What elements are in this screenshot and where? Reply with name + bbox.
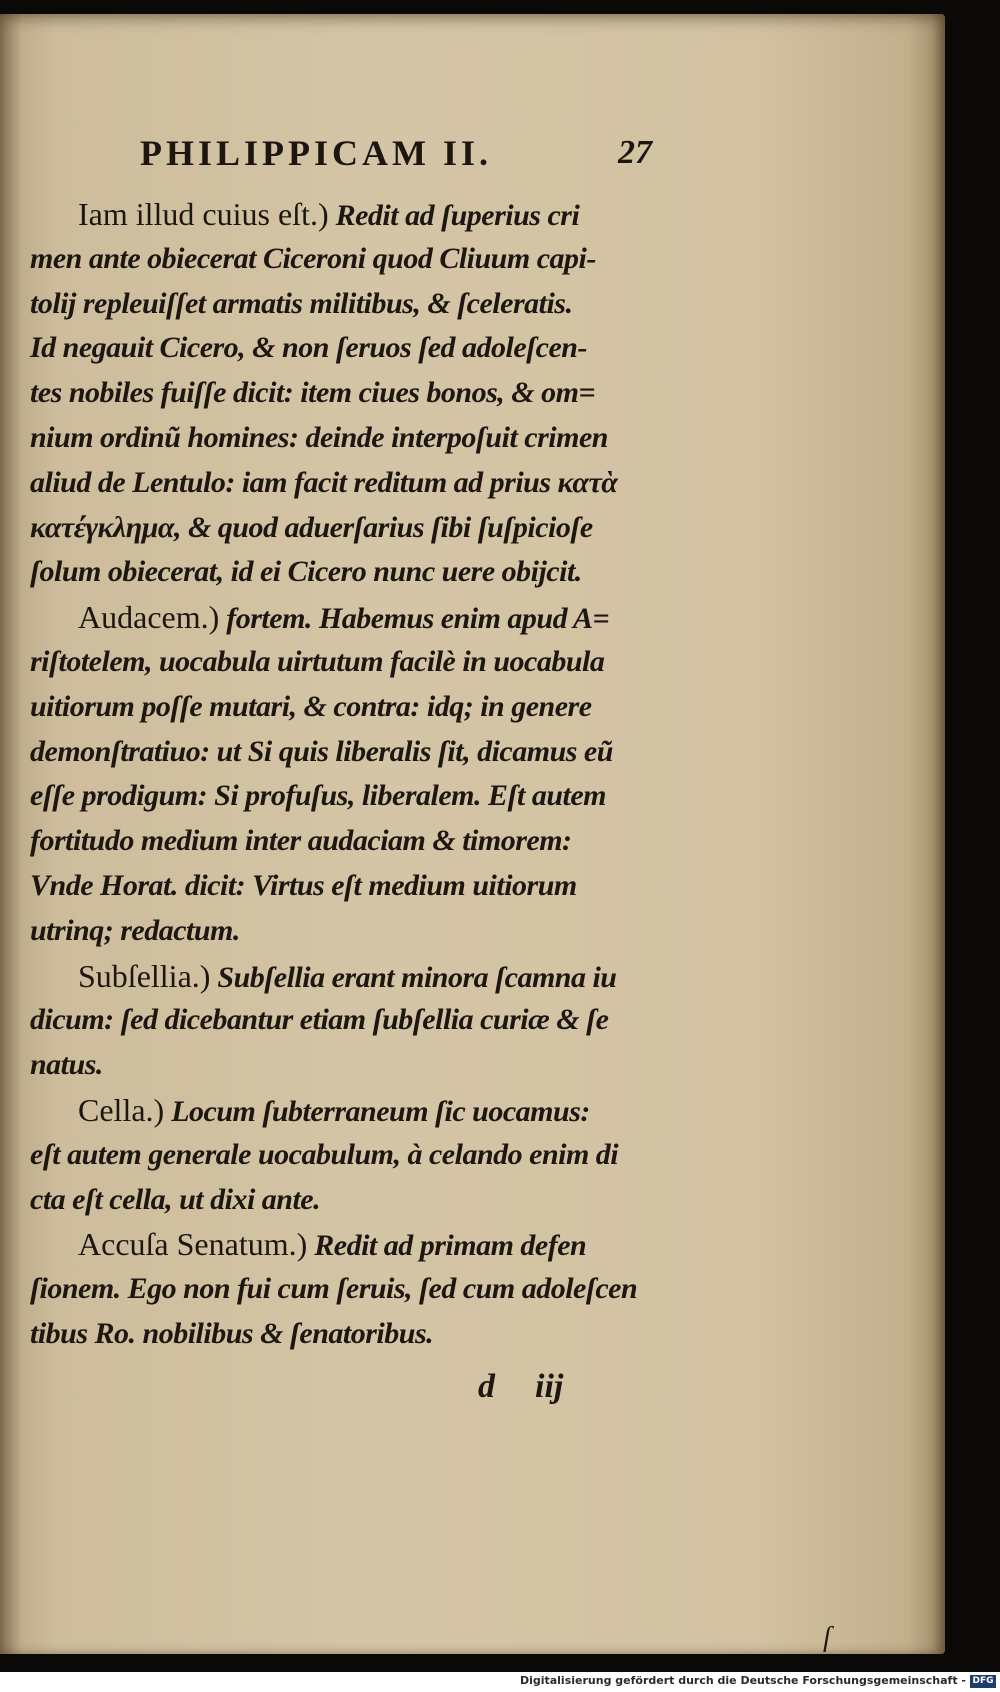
line-text: ſolum obiecerat, id ei Cicero nunc uere obijcit. (30, 555, 582, 589)
running-header (140, 132, 660, 182)
line-text: Locum ſubterraneum ſic uocamus: (164, 1094, 590, 1128)
line-text: ſionem. Ego non fui cum ſeruis, ſed cum adoleſcen (30, 1272, 638, 1306)
gutter-shadow (0, 14, 22, 1654)
line-text: fortitudo medium inter audaciam & timorem: (30, 824, 572, 858)
dfg-logo: DFG (970, 1675, 996, 1688)
text-line (30, 819, 690, 864)
line-text: utrinq; redactum. (30, 913, 240, 947)
text-line (30, 237, 690, 282)
text-line (30, 461, 690, 506)
line-text: cta eſt cella, ut dixi ante. (30, 1182, 321, 1216)
signature-number: iij (535, 1368, 564, 1405)
text-line (30, 595, 690, 640)
lemma: Accuſa Senatum.) (78, 1226, 308, 1263)
line-text: eſſe prodigum: Si profuſus, liberalem. Eſt autem (30, 779, 606, 813)
text-line (30, 730, 690, 775)
text-line (30, 1222, 690, 1267)
signature-mark (478, 1368, 563, 1406)
text-line (30, 685, 690, 730)
text-line (30, 1088, 690, 1133)
line-text: nium ordinũ homines: deinde interpoſuit crimen (30, 420, 608, 454)
lemma: Audacem.) (78, 599, 220, 636)
line-text: Vnde Horat. dicit: Virtus eſt medium uitiorum (30, 868, 577, 902)
lemma: Cella.) (78, 1091, 165, 1128)
book-page (0, 14, 945, 1654)
line-text: fortem. Habemus enim apud A= (219, 602, 610, 636)
text-line (30, 998, 690, 1043)
line-text: demonſtratiuo: ut Si quis liberalis ſit, dicamus eũ (30, 734, 613, 768)
line-text: Id negauit Cicero, & non ſeruos ſed adoleſcen- (30, 331, 587, 365)
lemma: Iam illud cuius eſt.) (78, 196, 329, 232)
line-text: κατέγκλημα, & quod aduerſarius ſibi ſuſpicioſe (30, 510, 593, 544)
line-text: Redit ad ſuperius cri (328, 199, 580, 232)
text-line (30, 1178, 690, 1223)
commentary-text (30, 192, 690, 1357)
credit-bar (0, 1672, 1000, 1692)
text-line (30, 506, 690, 551)
text-line (30, 416, 690, 461)
stray-mark: ſ (823, 1622, 831, 1653)
text-line (30, 640, 690, 685)
lemma: Subſellia.) (78, 957, 211, 994)
text-line (30, 1312, 690, 1357)
line-text: tes nobiles fuiſſe dicit: item ciues bonos, & om= (30, 376, 596, 410)
page-number: 27 (618, 134, 652, 171)
signature-letter: d (478, 1368, 495, 1405)
text-line (30, 864, 690, 909)
text-line (30, 774, 690, 819)
text-line (30, 371, 690, 416)
header-title: PHILIPPICAM II. (140, 133, 493, 173)
text-line (30, 192, 690, 237)
line-text: aliud de Lentulo: iam facit reditum ad prius κατὰ (30, 465, 618, 499)
text-line (30, 954, 690, 999)
line-text: natus. (30, 1048, 103, 1082)
text-line (30, 1267, 690, 1312)
text-line (30, 1133, 690, 1178)
line-text: Redit ad primam defen (307, 1229, 587, 1263)
text-line (30, 550, 690, 595)
text-line (30, 1043, 690, 1088)
line-text: tibus Ro. nobilibus & ſenatoribus. (30, 1316, 434, 1350)
line-text: tolij repleuiſſet armatis militibus, & ſceleratis. (30, 286, 573, 320)
line-text: uitiorum poſſe mutari, & contra: idq; in genere (30, 689, 592, 723)
line-text: eſt autem generale uocabulum, à celando enim di (30, 1137, 619, 1171)
line-text: men ante obiecerat Ciceroni quod Cliuum capi- (30, 241, 596, 275)
funding-credit: Digitalisierung gefördert durch die Deutsche Forschungsgemeinschaft - (519, 1674, 966, 1687)
text-line (30, 326, 690, 371)
text-line (30, 282, 690, 327)
line-text: Subſellia erant minora ſcamna iu (210, 960, 617, 994)
line-text: riſtotelem, uocabula uirtutum facilè in uocabula (30, 644, 605, 678)
line-text: dicum: ſed dicebantur etiam ſubſellia curiæ & ſe (30, 1003, 609, 1037)
text-line (30, 909, 690, 954)
